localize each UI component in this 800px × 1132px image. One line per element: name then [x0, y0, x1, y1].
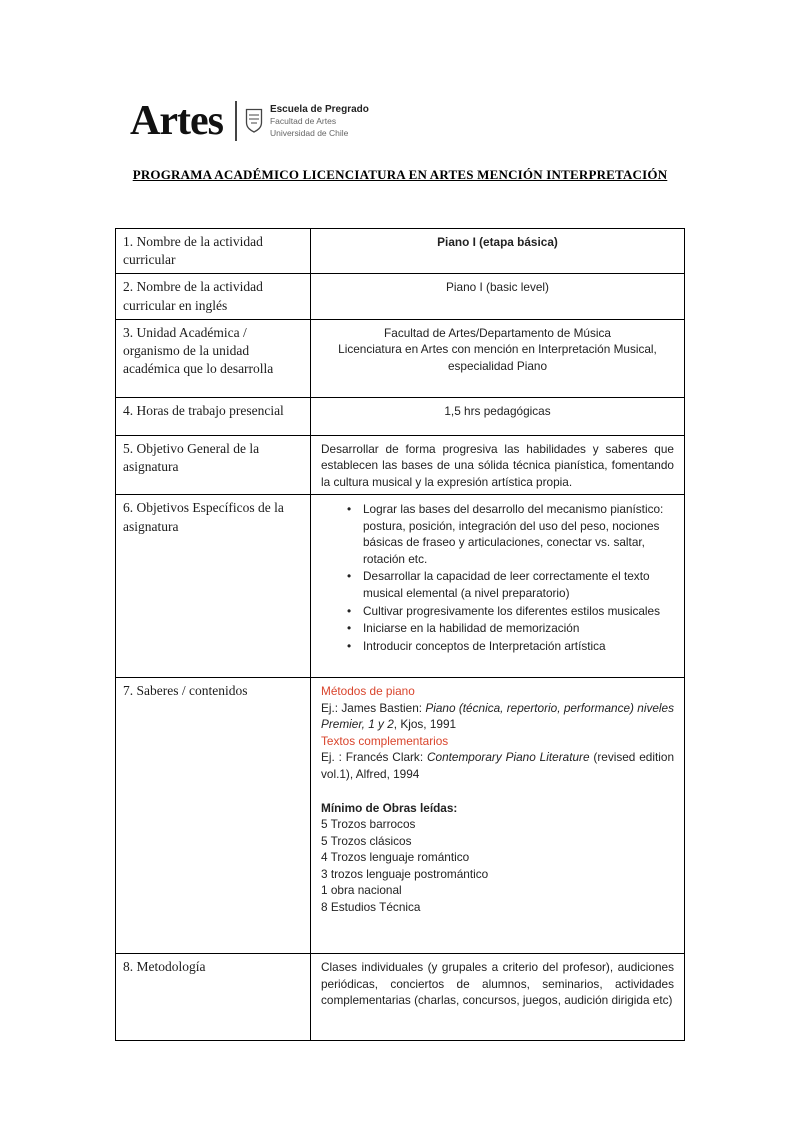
table-row-horas: [116, 398, 684, 436]
unidad-line: Facultad de Artes/Departamento de Música: [384, 325, 611, 340]
row-label: 5. Objetivo General de la asignatura: [116, 436, 311, 495]
row-value-objetivos-especificos: [311, 495, 684, 677]
artes-brand-text: Artes: [130, 98, 223, 144]
row-label: 4. Horas de trabajo presencial: [116, 398, 311, 435]
bullet-item: • Iniciarse en la habilidad de memorización: [347, 620, 674, 637]
row-value-saberes: [311, 678, 684, 953]
logo-school-name: Escuela de Pregrado: [269, 104, 369, 116]
table-row-nombre: [116, 229, 684, 274]
textos-heading: Textos complementarios: [321, 733, 449, 748]
obra-item: 1 obra nacional: [321, 883, 402, 898]
row-label: 1. Nombre de la actividad curricular: [116, 229, 311, 273]
textos-example-prefix: Ej. : Francés Clark:: [321, 750, 427, 765]
row-value-course-name: Piano I (etapa básica): [437, 235, 558, 249]
unidad-line: Licenciatura en Artes con mención en Interpretación Musical, especialidad Piano: [338, 342, 657, 373]
metodos-heading: Métodos de piano: [321, 684, 415, 699]
row-value-objetivo-general: Desarrollar de forma progresiva las habilidades y saberes que establecen las bases de una sólida técnica pianística, fomentando la cultura musical y la expresión artística propia.: [321, 441, 674, 489]
bullet-item: • Cultivar progresivamente los diferentes estilos musicales: [347, 603, 674, 620]
table-row-objetivos-especificos: [116, 495, 684, 678]
bullet-item: • Introducir conceptos de Interpretación artística: [347, 638, 674, 655]
row-value-metodologia: Clases individuales (y grupales a criterio del profesor), audiciones periódicas, conciertos de alumnos, seminarios, actividades complementarias (charlas, concursos, juegos, audición dirigida etc): [321, 960, 674, 1008]
table-row-objetivo-general: [116, 436, 684, 496]
logo-divider: [235, 101, 237, 141]
row-label: 3. Unidad Académica / organismo de la unidad académica que lo desarrolla: [116, 320, 311, 397]
bullet-item: • Desarrollar la capacidad de leer correctamente el texto musical elemental (a nivel preparatorio): [347, 568, 674, 601]
metodos-example-title: Piano (técnica, repertorio, performance) niveles Premier, 1 y 2: [321, 700, 674, 732]
row-value-course-name-en: Piano I (basic level): [446, 280, 549, 295]
logo-university-name: Universidad de Chile: [269, 127, 349, 138]
table-row-saberes-contenidos: [116, 678, 684, 954]
obra-item: 8 Estudios Técnica: [321, 899, 421, 914]
blank-line: [321, 783, 674, 800]
row-value-unidad: [311, 320, 684, 397]
obra-item: 4 Trozos lenguaje romántico: [321, 850, 470, 865]
textos-example: [321, 749, 674, 782]
obra-item: 5 Trozos clásicos: [321, 833, 412, 848]
textos-example-title: Contemporary Piano Literature: [427, 750, 590, 765]
objetivos-bullet-list: [321, 501, 674, 654]
table-row-nombre-ingles: [116, 274, 684, 319]
bullet-item: • Lograr las bases del desarrollo del mecanismo pianístico: postura, posición, integración del uso del peso, nociones básicas de fraseo y articulaciones, conectar vs. saltar, rotación etc.: [347, 501, 674, 567]
metodos-example-prefix: Ej.: James Bastien:: [321, 700, 426, 715]
header-logo: [130, 100, 369, 142]
logo-faculty-name: Facultad de Artes: [269, 116, 337, 127]
university-crest-icon: [245, 108, 263, 134]
metodos-example-suffix: , Kjos, 1991: [393, 717, 457, 732]
table-row-unidad-academica: [116, 320, 684, 398]
table-row-metodologia: [116, 954, 684, 1040]
program-table: [115, 228, 685, 1041]
logo-text-block: [270, 103, 369, 138]
row-label: 7. Saberes / contenidos: [116, 678, 311, 953]
row-label: 8. Metodología: [116, 954, 311, 1040]
textos-example-suffix: (revised edition vol.1), Alfred, 1994: [321, 750, 675, 781]
row-label: 6. Objetivos Específicos de la asignatura: [116, 495, 311, 677]
obra-item: 5 Trozos barrocos: [321, 817, 416, 832]
document-title: PROGRAMA ACADÉMICO LICENCIATURA EN ARTES MENCIÓN INTERPRETACIÓN: [132, 167, 668, 182]
metodos-example: [321, 700, 674, 733]
row-label: 2. Nombre de la actividad curricular en inglés: [116, 274, 311, 318]
row-value-horas: 1,5 hrs pedagógicas: [444, 403, 551, 418]
obra-item: 3 trozos lenguaje postromántico: [321, 866, 489, 881]
obras-heading: Mínimo de Obras leídas:: [321, 800, 458, 815]
